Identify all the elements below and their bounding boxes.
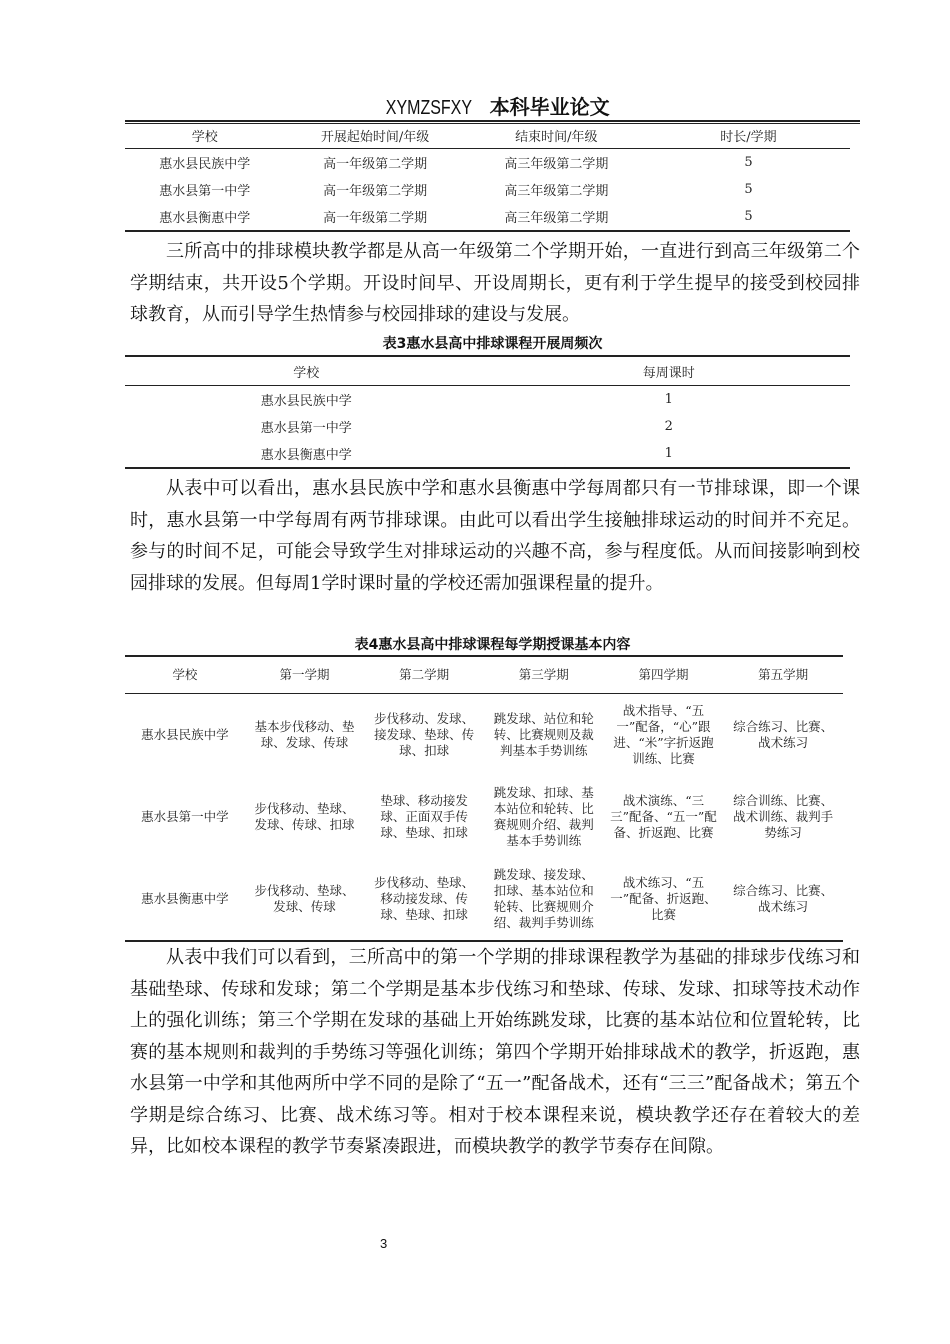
cell: 惠水县民族中学	[260, 394, 352, 409]
table-semester-content	[125, 655, 843, 942]
cell: 跳发球、接发球、扣球、基本站位和轮转、比赛规则介绍、裁判手势训练	[493, 867, 594, 930]
cell: 惠水县第一中学	[141, 809, 229, 824]
column-header: 时长/学期	[647, 122, 850, 149]
paragraph: 从表中我们可以看到，三所高中的第一个学期的排球课程教学为基础的排球步伐练习和基础垫球、传球和发球；第二个学期是基本步伐练习和垫球、传球、发球、扣球等技术动作上的强化训练；第三个学期在发球的基础上开始练跳发球，比赛的基本站位和位置轮转，比赛的基本规则和裁判的手势练习等强化训练；第四个学期开始排球战术的教学，折返跑，惠水县第一中学和其他两所中学不同的是除了“五一”配备战术，还有“三三”配备战术；第五个学期是综合练习、比赛、战术练习等。相对于校本课程来说，模块教学还存在着较大的差异，比如校本课程的教学节奏紧凑跟进，而模块教学的教学节奏存在间隙。	[130, 947, 860, 1157]
header-title: 本科毕业论文	[489, 95, 610, 119]
column-header: 第四学期	[604, 656, 724, 694]
column-header: 学校	[125, 356, 488, 386]
cell: 惠水县第一中学	[159, 184, 251, 199]
cell: 惠水县衡惠中学	[141, 891, 229, 906]
cell: 综合练习、比赛、战术练习	[733, 719, 834, 750]
cell: 高三年级第二学期	[504, 184, 609, 199]
cell: 5	[744, 155, 753, 170]
cell: 高三年级第二学期	[504, 211, 609, 226]
column-header: 学校	[125, 122, 285, 149]
table-header-row	[125, 656, 843, 694]
cell: 综合练习、比赛、战术练习	[733, 883, 834, 914]
paragraph: 从表中可以看出，惠水县民族中学和惠水县衡惠中学每周都只有一节排球课，即一个课时，惠水县第一中学每周有两节排球课。由此可以看出学生接触排球运动的时间并不充足。参与的时间不足，可能会导致学生对排球运动的兴趣不高，参与程度低。从而间接影响到校园排球的发展。但每周1学时课时量的学校还需加强课程量的提升。	[130, 478, 860, 594]
cell: 步伐移动、垫球、发球、传球	[254, 883, 355, 914]
cell: 高三年级第二学期	[504, 157, 609, 172]
cell: 高一年级第二学期	[323, 211, 428, 226]
table-row	[125, 149, 850, 177]
table-caption: 表4惠水县高中排球课程每学期授课基本内容	[354, 637, 631, 653]
table-header-row	[125, 122, 850, 149]
column-header: 每周课时	[488, 356, 851, 386]
cell: 5	[744, 182, 753, 197]
cell: 惠水县民族中学	[159, 157, 251, 172]
column-header: 学校	[125, 656, 245, 694]
table-row	[125, 440, 850, 468]
cell: 垫球、移动接发球、正面双手传球、垫球、扣球	[380, 793, 468, 840]
cell: 跳发球、站位和轮转、比赛规则及裁判基本手势训练	[493, 711, 594, 758]
table-weekly-frequency	[125, 355, 850, 469]
cell: 2	[664, 419, 673, 434]
cell: 惠水县民族中学	[141, 727, 229, 742]
table-row	[125, 776, 843, 858]
cell: 战术指导、“五一”配备，“心”跟进、“米”字折返跑训练、比赛	[613, 703, 714, 766]
cell: 步伐移动、发球、接发球、垫球、传球、扣球	[374, 711, 475, 758]
cell: 跳发球、扣球、基本站位和轮转、比赛规则介绍、裁判基本手势训练	[493, 785, 594, 848]
cell: 高一年级第二学期	[323, 184, 428, 199]
column-header: 第一学期	[245, 656, 365, 694]
cell: 1	[664, 392, 673, 407]
table-row	[125, 386, 850, 414]
table-course-duration	[125, 122, 850, 232]
table-row	[125, 203, 850, 231]
table-row	[125, 694, 843, 777]
column-header: 第三学期	[484, 656, 604, 694]
cell: 基本步伐移动、垫球、发球、传球	[254, 719, 355, 750]
column-header: 结束时间/年级	[466, 122, 647, 149]
cell: 5	[744, 209, 753, 224]
table-row	[125, 413, 850, 440]
cell: 战术演练、“三三”配备、“五一”配备、折返跑、比赛	[610, 793, 717, 840]
table-header-row	[125, 356, 850, 386]
cell: 战术练习、“五一”配备、折返跑、比赛	[610, 875, 717, 922]
cell: 惠水县衡惠中学	[260, 448, 352, 463]
cell: 步伐移动、垫球、移动接发球、传球、垫球、扣球	[374, 875, 475, 922]
cell: 1	[664, 446, 673, 461]
column-header: 第二学期	[364, 656, 484, 694]
page-number: 3	[380, 1236, 388, 1251]
cell: 步伐移动、垫球、发球、传球、扣球	[254, 801, 355, 832]
column-header: 开展起始时间/年级	[285, 122, 466, 149]
table-row	[125, 858, 843, 941]
paragraph: 三所高中的排球模块教学都是从高一年级第二个学期开始，一直进行到高三年级第二个学期结束，共开设5个学期。开设时间早、开设周期长，更有利于学生提早的接受到校园排球教育，从而引导学生热情参与校园排球的建设与发展。	[130, 241, 860, 325]
cell: 综合训练、比赛、战术训练、裁判手势练习	[733, 793, 834, 840]
cell: 惠水县衡惠中学	[159, 211, 251, 226]
page-header	[125, 94, 860, 121]
cell: 高一年级第二学期	[323, 157, 428, 172]
table-row	[125, 176, 850, 203]
cell: 惠水县第一中学	[260, 421, 352, 436]
header-code: XYMZSFXY	[386, 97, 473, 119]
table-caption: 表3惠水县高中排球课程开展周频次	[382, 336, 603, 352]
column-header: 第五学期	[723, 656, 843, 694]
